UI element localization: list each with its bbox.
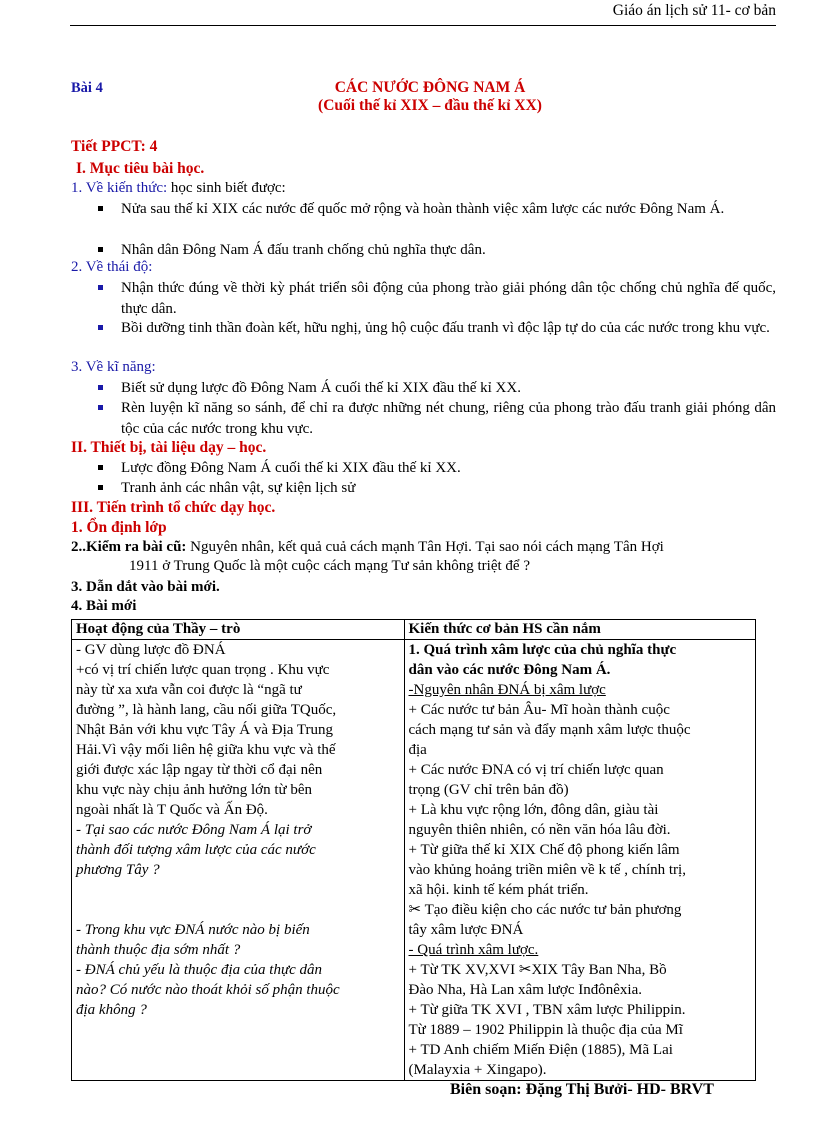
question-line: địa không ? bbox=[76, 1002, 147, 1018]
lesson-title: CÁC NƯỚC ĐÔNG NAM Á bbox=[334, 79, 526, 96]
skills-label: 3. Về kĩ năng: bbox=[71, 359, 156, 375]
knowledge-label: 1. Về kiến thức: bbox=[71, 180, 168, 196]
section-heading: 1. Quá trình xâm lược của chủ nghĩa thực bbox=[408, 642, 677, 658]
knowledge-line bbox=[71, 180, 286, 197]
bullet-icon bbox=[98, 247, 103, 252]
step2-text-cont: 1911 ở Trung Quốc là một cuộc cách mạng Tư sản không triệt để ? bbox=[129, 558, 530, 574]
cell-line: Từ 1889 – 1902 Philippin là thuộc địa của Mĩ bbox=[408, 1022, 683, 1038]
attitude-item: Nhận thức đúng về thời kỳ phát triển sôi động của phong trào giải phóng dân tộc chống chủ nghĩa đế quốc, thực dân. bbox=[121, 280, 776, 317]
lesson-subtitle: (Cuối thế kỉ XIX – đầu thế kỉ XX) bbox=[318, 97, 542, 114]
cell-line: Đào Nha, Hà Lan xâm lược Inđônêxia. bbox=[408, 982, 642, 998]
bullet-icon bbox=[98, 325, 103, 330]
cell-line: trọng (GV chỉ trên bản đồ) bbox=[408, 782, 569, 798]
cell-line: đường ”, là hành lang, cầu nối giữa TQuốc, bbox=[76, 702, 337, 718]
cell-line: ngoài nhất là T Quốc và Ấn Độ. bbox=[76, 802, 268, 818]
bullet-icon bbox=[98, 385, 103, 390]
materials-item: Lược đồng Đông Nam Á cuối thế ki XIX đầu thế kỉ XX. bbox=[121, 460, 461, 476]
question-line: phương Tây ? bbox=[76, 862, 160, 878]
attitude-label: 2. Về thái độ: bbox=[71, 259, 153, 275]
subheading-causes: -Nguyên nhân ĐNÁ bị xâm lược bbox=[408, 682, 606, 698]
section-heading: dân vào các nước Đông Nam Á. bbox=[408, 662, 611, 678]
cell-line: khu vực này chịu ảnh hưởng lớn từ bên bbox=[76, 782, 313, 798]
bullet-icon bbox=[98, 405, 103, 410]
cell-line: vào khủng hoảng triền miên về k tế , chính trị, bbox=[408, 862, 686, 878]
cell-line: + TD Anh chiếm Miến Điện (1885), Mã Lai bbox=[408, 1042, 673, 1058]
cell-line: nguyên thiên nhiên, có nền văn hóa lâu đời. bbox=[408, 822, 671, 838]
cell-line: +có vị trí chiến lược quan trọng . Khu vực bbox=[76, 662, 330, 678]
table-header-row bbox=[72, 620, 756, 640]
process-heading: III. Tiến trình tổ chức dạy học. bbox=[71, 499, 276, 516]
skills-item: Biết sử dụng lược đồ Đông Nam Á cuối thế kỉ XIX đầu thế kỉ XX. bbox=[121, 380, 521, 396]
materials-heading: II. Thiết bị, tài liệu dạy – học. bbox=[71, 439, 267, 456]
question-line: thành đối tượng xâm lược của các nước bbox=[76, 842, 316, 858]
question-line: thành thuộc địa sớm nhất ? bbox=[76, 942, 241, 958]
cell-line: + Là khu vực rộng lớn, đông dân, giàu tài bbox=[408, 802, 659, 818]
scissor-icon: ✂ bbox=[408, 902, 422, 918]
bullet-icon bbox=[98, 285, 103, 290]
activities-cell bbox=[72, 640, 405, 1081]
subheading-process: - Quá trình xâm lược. bbox=[408, 942, 539, 958]
cell-text: Tạo điều kiện cho các nước tư bản phương bbox=[421, 902, 682, 918]
bullet-icon bbox=[98, 465, 103, 470]
cell-line: + Từ giữa TK XVI , TBN xâm lược Philippin. bbox=[408, 1002, 686, 1018]
knowledge-item: Nửa sau thế kỉ XIX các nước đế quốc mở rộng và hoàn thành việc xâm lược các nước Đông Nam Á. bbox=[121, 201, 725, 217]
running-header: Giáo án lịch sử 11- cơ bản bbox=[612, 2, 776, 19]
step2-text: Nguyên nhân, kết quả cuả cách mạnh Tân Hợi. Tại sao nói cách mạng Tân Hợi bbox=[186, 539, 664, 555]
materials-item: Tranh ảnh các nhân vật, sự kiện lịch sử bbox=[121, 480, 356, 496]
cell-line: cách mạng tư sản và đẩy mạnh xâm lược thuộc bbox=[408, 722, 691, 738]
cell-line: (Malayxia + Xingapo). bbox=[408, 1062, 547, 1078]
bullet-icon bbox=[98, 485, 103, 490]
lesson-table bbox=[71, 619, 756, 1081]
cell-line: Hải.Vì vậy mối liên hệ giữa khu vực và thế bbox=[76, 742, 336, 758]
col-header-activities: Hoạt động của Thầy – trò bbox=[72, 620, 405, 640]
cell-line-blank bbox=[76, 900, 400, 920]
question-line: nào? Có nước nào thoát khỏi số phận thuộc bbox=[76, 982, 340, 998]
cell-line: này từ xa xưa vẫn coi được là “ngã tư bbox=[76, 682, 302, 698]
step2-line bbox=[71, 539, 776, 556]
knowledge-cell bbox=[404, 640, 755, 1081]
cell-line bbox=[409, 900, 751, 920]
cell-line bbox=[409, 960, 751, 980]
skills-item: Rèn luyện kĩ năng so sánh, để chỉ ra được những nét chung, riêng của phong trào đấu tranh giải phóng dân tộc của các nước trong khu vực. bbox=[121, 400, 776, 437]
cell-text: + Từ TK XV,XVI bbox=[408, 962, 519, 978]
question-line: - ĐNÁ chủ yếu là thuộc địa của thực dân bbox=[76, 962, 323, 978]
cell-line: địa bbox=[408, 742, 427, 758]
header-rule bbox=[70, 25, 776, 26]
objectives-heading: I. Mục tiêu bài học. bbox=[76, 160, 205, 177]
step1-heading: 1. Ổn định lớp bbox=[71, 519, 167, 536]
cell-line: tây xâm lược ĐNÁ bbox=[408, 922, 524, 938]
knowledge-item: Nhân dân Đông Nam Á đấu tranh chống chủ nghĩa thực dân. bbox=[121, 242, 486, 258]
question-line: - Trong khu vực ĐNÁ nước nào bị biến bbox=[76, 922, 310, 938]
step3-heading: 3. Dẫn dắt vào bài mới. bbox=[71, 579, 220, 595]
attitude-item: Bồi dưỡng tinh thần đoàn kết, hữu nghị, ủng hộ cuộc đấu tranh vì độc lập tự do của các nước trong khu vực. bbox=[121, 320, 770, 336]
lesson-number: Bài 4 bbox=[71, 80, 103, 96]
step4-heading: 4. Bài mới bbox=[71, 598, 137, 614]
cell-line: xã hội. kinh tế kém phát triển. bbox=[408, 882, 589, 898]
cell-text: XIX Tây Ban Nha, Bồ bbox=[531, 962, 667, 978]
knowledge-intro: học sinh biết được: bbox=[167, 180, 286, 196]
table-row bbox=[72, 640, 756, 1081]
cell-line-blank bbox=[76, 880, 400, 900]
scissor-icon: ✂ bbox=[518, 962, 532, 978]
cell-line: + Từ giữa thế kỉ XIX Chế độ phong kiến lâm bbox=[408, 842, 680, 858]
step2-label: 2..Kiểm ra bài cũ: bbox=[71, 539, 187, 555]
author-footer: Biên soạn: Đặng Thị Bưởi- HD- BRVT bbox=[450, 1081, 714, 1098]
cell-line: giới được xác lập ngay từ thời cổ đại nên bbox=[76, 762, 323, 778]
cell-line: Nhật Bản với khu vực Tây Á và Địa Trung bbox=[76, 722, 334, 738]
col-header-knowledge: Kiến thức cơ bản HS cần nắm bbox=[404, 620, 755, 640]
question-line: - Tại sao các nước Đông Nam Á lại trở bbox=[76, 822, 312, 838]
period-label: Tiết PPCT: 4 bbox=[71, 138, 158, 155]
bullet-icon bbox=[98, 206, 103, 211]
cell-line: - GV dùng lược đồ ĐNÁ bbox=[76, 642, 226, 658]
cell-line: + Các nước ĐNA có vị trí chiến lược quan bbox=[408, 762, 664, 778]
cell-line: + Các nước tư bản Âu- Mĩ hoàn thành cuộc bbox=[408, 702, 670, 718]
